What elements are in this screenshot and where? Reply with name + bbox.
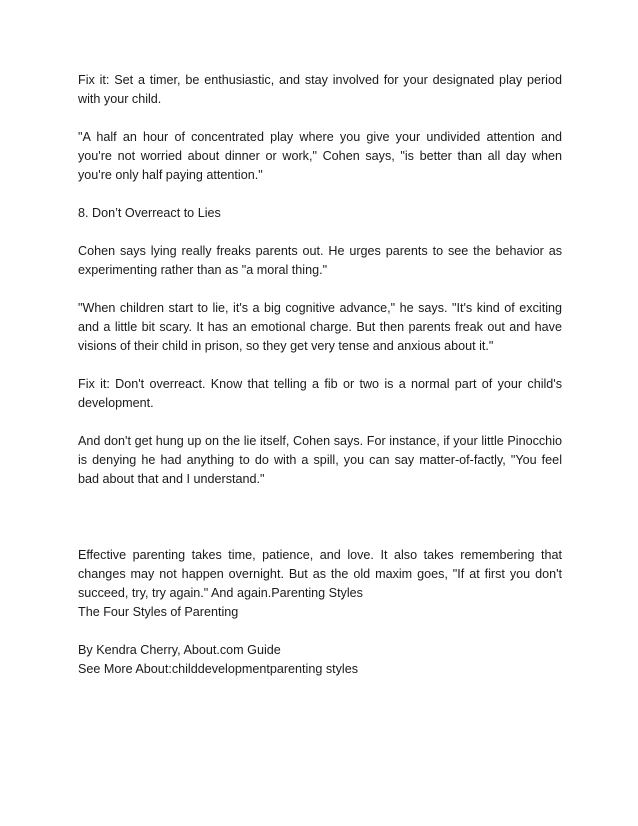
paragraph-pinocchio: And don't get hung up on the lie itself, Cohen says. For instance, if your little Pinocchio is denying he had anything to do with a spill, you can say matter-of-factly, "You feel bad about that and I understand." — [78, 434, 562, 486]
see-more-about: See More About:childdevelopmentparenting styles — [78, 662, 359, 676]
paragraph-fix-it-play: Fix it: Set a timer, be enthusiastic, and stay involved for your designated play period with your child. — [78, 73, 562, 106]
paragraph-closing: Effective parenting takes time, patience, and love. It also takes remembering that changes may not happen overnight. But as the old maxim goes, "If at first you don't succeed, try, try again." And again.Parenting Styles — [78, 548, 562, 600]
byline: By Kendra Cherry, About.com Guide — [78, 643, 281, 657]
blank-space — [78, 508, 562, 546]
paragraph-fix-it-overreact: Fix it: Don't overreact. Know that telling a fib or two is a normal part of your child's development. — [78, 377, 562, 410]
document-page — [78, 71, 562, 679]
blank-line — [78, 622, 562, 641]
section-heading-lies: 8. Don’t Overreact to Lies — [78, 206, 221, 220]
paragraph-lying-freaks-parents: Cohen says lying really freaks parents out. He urges parents to see the behavior as experimenting rather than as "a moral thing." — [78, 244, 562, 277]
article-title: The Four Styles of Parenting — [78, 605, 239, 619]
paragraph-cohen-quote-play: "A half an hour of concentrated play where you give your undivided attention and you're not worried about dinner or work," Cohen says, "is better than all day when you're only half paying attention." — [78, 130, 562, 182]
paragraph-cognitive-advance-quote: "When children start to lie, it's a big cognitive advance," he says. "It's kind of exciting and a little bit scary. It has an emotional charge. But then parents freak out and have visions of their child in prison, so they get very tense and anxious about it." — [78, 301, 562, 353]
